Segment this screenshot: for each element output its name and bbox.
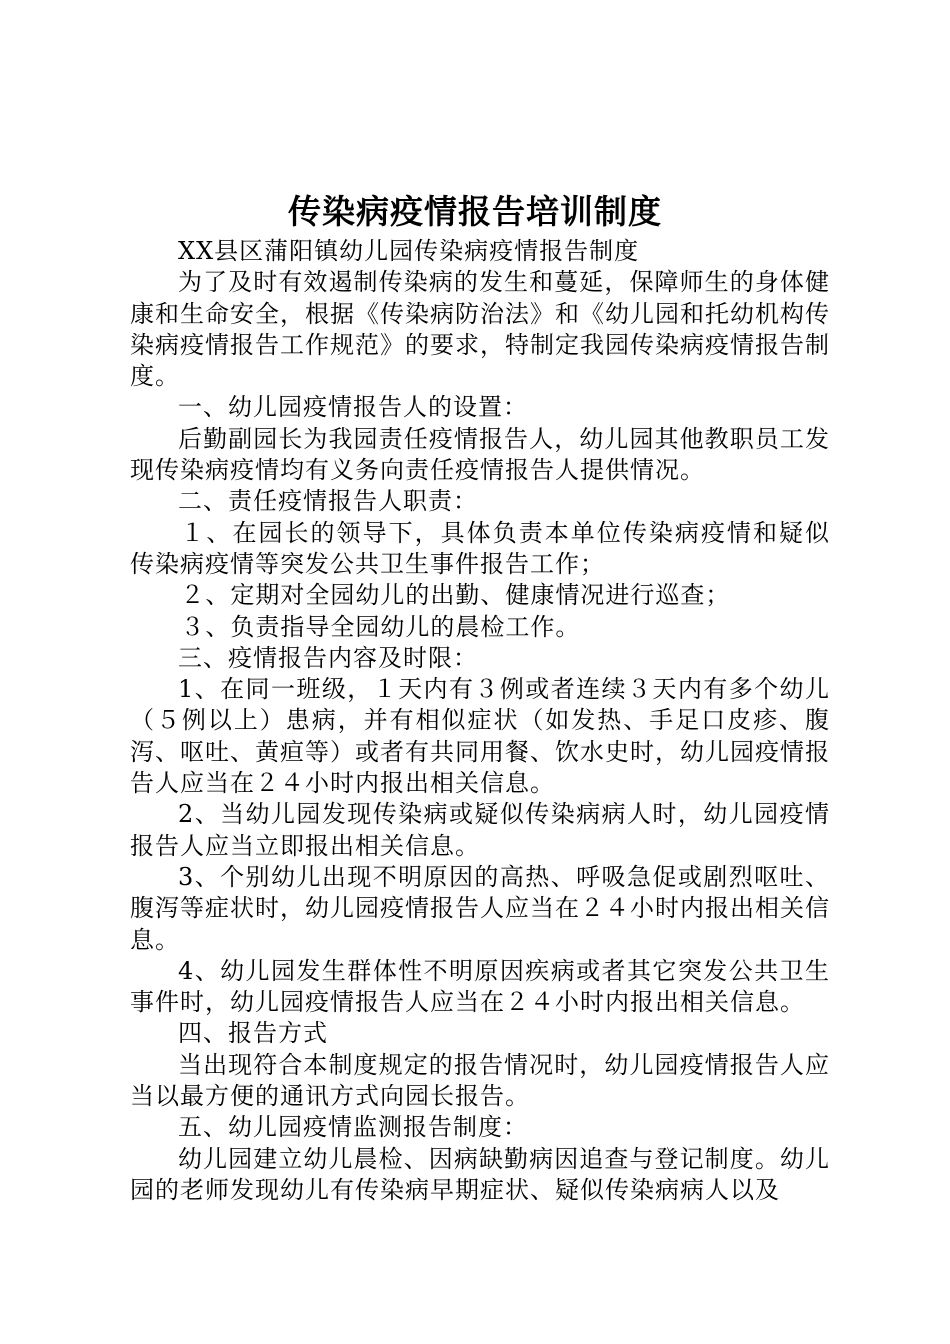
section-heading-3: 三、疫情报告内容及时限： xyxy=(178,643,478,672)
paragraph: 后勤副园长为我园责任疫情报告人，幼儿园其他教职员工发现传染病疫情均有义务向责任疫情报告人提供情况。 xyxy=(130,424,830,485)
document-title: 传染病疫情报告培训制度 xyxy=(288,192,662,231)
document-body xyxy=(130,236,830,1206)
section-heading-2: 二、责任疫情报告人职责： xyxy=(178,487,478,516)
section-heading-5: 五、幼儿园疫情监测报告制度： xyxy=(178,1113,528,1142)
paragraph-subtitle: XX县区蒲阳镇幼儿园传染病疫情报告制度 xyxy=(178,237,640,265)
paragraph: 当出现符合本制度规定的报告情况时，幼儿园疫情报告人应当以最方便的通讯方式向园长报告。 xyxy=(130,1050,830,1111)
list-item: １、在园长的领导下，具体负责本单位传染病疫情和疑似传染病疫情等突发公共卫生事件报告工作； xyxy=(130,518,830,578)
paragraph-intro: 为了及时有效遏制传染病的发生和蔓延，保障师生的身体健康和生命安全，根据《传染病防治法》和《幼儿园和托幼机构传染病疫情报告工作规范》的要求，特制定我园传染病疫情报告制度。 xyxy=(130,268,830,391)
section-heading-4: 四、报告方式 xyxy=(178,1019,328,1048)
list-item: ３、负责指导全园幼儿的晨检工作。 xyxy=(180,612,581,641)
list-item: ２、定期对全园幼儿的出勤、健康情况进行巡查； xyxy=(180,581,731,610)
paragraph: 幼儿园建立幼儿晨检、因病缺勤病因追查与登记制度。幼儿园的老师发现幼儿有传染病早期症状、疑似传染病病人以及 xyxy=(130,1144,830,1204)
list-item: 3、个别幼儿出现不明原因的高热、呼吸急促或剧烈呕吐、腹泻等症状时，幼儿园疫情报告人应当在２４小时内报出相关信息。 xyxy=(130,862,830,954)
list-item: 2、当幼儿园发现传染病或疑似传染病病人时，幼儿园疫情报告人应当立即报出相关信息。 xyxy=(130,800,830,860)
section-heading-1: 一、幼儿园疫情报告人的设置： xyxy=(178,393,528,422)
list-item: 4、幼儿园发生群体性不明原因疾病或者其它突发公共卫生事件时，幼儿园疫情报告人应当在２４小时内报出相关信息。 xyxy=(130,956,830,1017)
list-item: 1、在同一班级，１天内有３例或者连续３天内有多个幼儿（５例以上）患病，并有相似症状（如发热、手足口皮疹、腹泻、呕吐、黄疸等）或者有共同用餐、饮水史时，幼儿园疫情报告人应当在２４小时内报出相关信息。 xyxy=(130,675,830,798)
